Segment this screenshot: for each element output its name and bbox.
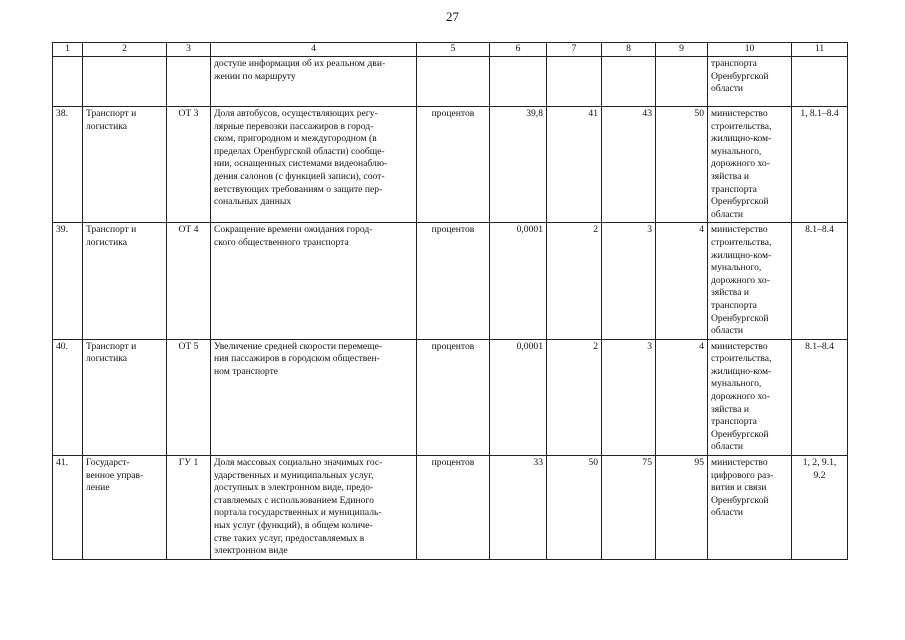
responsible-line: Оренбургской <box>711 494 769 506</box>
responsible-line: дорожного хо- <box>711 158 770 170</box>
column-header: 1 <box>53 43 83 57</box>
responsible-line: мунального, <box>711 145 762 157</box>
cell-base <box>490 57 547 107</box>
responsible-line: строительства, <box>711 120 772 132</box>
description-line: стве таких услуг, предоставляемых в <box>214 532 365 544</box>
description-line: ского общественного транспорта <box>214 236 349 248</box>
responsible-line: министерство <box>711 457 768 469</box>
description-line: жении по маршруту <box>214 70 296 82</box>
table-row <box>53 107 848 223</box>
description-line: ния пассажиров в городском обществен- <box>214 353 380 365</box>
cell-ref <box>792 57 848 107</box>
responsible-line: Оренбургской <box>711 196 769 208</box>
ref-line: 1, 2, 9.1, <box>802 457 837 469</box>
description-line: ных услуг (функций), в общем количе- <box>214 520 373 531</box>
sector-line: логистика <box>86 353 128 365</box>
cell-unit: процентов <box>417 339 490 455</box>
cell-v3: 50 <box>656 107 708 223</box>
cell-num: 39. <box>53 223 83 339</box>
responsible-line: области <box>711 507 744 519</box>
description-line: нии, оснащенных системами видеонаблю- <box>214 158 388 170</box>
cell-code: ОТ 5 <box>167 339 211 455</box>
cell-ref <box>792 456 848 560</box>
description-line: доступе информация об их реальном дви- <box>214 58 386 69</box>
cell-num: 40. <box>53 339 83 455</box>
cell-v2 <box>602 57 656 107</box>
cell-ref <box>792 339 848 455</box>
column-header: 10 <box>708 43 792 57</box>
cell-responsible <box>708 223 792 339</box>
cell-code: ОТ 3 <box>167 107 211 223</box>
responsible-line: области <box>711 83 744 95</box>
indicators-table <box>52 42 848 560</box>
cell-responsible <box>708 456 792 560</box>
description-line: ветствующих требованиям о защите пер- <box>214 183 383 195</box>
cell-base: 39,8 <box>490 107 547 223</box>
cell-v1: 2 <box>547 339 602 455</box>
description-line: пределах Оренбургской области) сообще- <box>214 145 385 157</box>
table-row <box>53 339 848 455</box>
cell-responsible <box>708 57 792 107</box>
sector-line: логистика <box>86 236 128 248</box>
cell-base: 33 <box>490 456 547 560</box>
cell-v1: 41 <box>547 107 602 223</box>
responsible-line: жилищно-ком- <box>711 249 772 261</box>
cell-sector <box>83 223 167 339</box>
description-line: электронном виде <box>214 545 288 557</box>
responsible-line: транспорта <box>711 299 757 311</box>
sector-line: Государст- <box>86 457 130 469</box>
cell-description <box>211 456 417 560</box>
responsible-line: мунального, <box>711 378 762 390</box>
column-header: 6 <box>490 43 547 57</box>
responsible-line: зяйства и <box>711 287 749 299</box>
responsible-line: зяйства и <box>711 403 749 415</box>
responsible-line: вития и связи <box>711 482 767 494</box>
responsible-line: цифрового раз- <box>711 469 774 481</box>
cell-v3 <box>656 57 708 107</box>
column-header: 4 <box>211 43 417 57</box>
cell-responsible <box>708 339 792 455</box>
responsible-line: транспорта <box>711 58 757 69</box>
responsible-line: жилищно-ком- <box>711 365 772 377</box>
responsible-line: жилищно-ком- <box>711 133 772 145</box>
ref-line: 8.1–8.4 <box>805 340 834 352</box>
cell-v2: 3 <box>602 339 656 455</box>
description-line: лярные перевозки пассажиров в город- <box>214 120 374 132</box>
column-header: 3 <box>167 43 211 57</box>
description-line: Увеличение средней скорости перемеще- <box>214 340 383 352</box>
page-number: 27 <box>446 9 459 24</box>
cell-num <box>53 57 83 107</box>
cell-v3: 4 <box>656 339 708 455</box>
column-number-row <box>53 43 848 57</box>
cell-unit: процентов <box>417 107 490 223</box>
table-row <box>53 223 848 339</box>
cell-description <box>211 339 417 455</box>
column-header: 9 <box>656 43 708 57</box>
cell-unit <box>417 57 490 107</box>
responsible-line: министерство <box>711 224 768 236</box>
description-line: Доля автобусов, осуществляющих регу- <box>214 108 378 119</box>
responsible-line: министерство <box>711 340 768 352</box>
cell-code: ОТ 4 <box>167 223 211 339</box>
cell-num: 38. <box>53 107 83 223</box>
cell-num: 41. <box>53 456 83 560</box>
cell-v3: 95 <box>656 456 708 560</box>
cell-v2: 3 <box>602 223 656 339</box>
cell-sector <box>83 456 167 560</box>
cell-sector <box>83 339 167 455</box>
cell-v1: 2 <box>547 223 602 339</box>
responsible-line: строительства, <box>711 236 772 248</box>
cell-unit: процентов <box>417 456 490 560</box>
cell-ref <box>792 223 848 339</box>
column-header: 5 <box>417 43 490 57</box>
description-line: ном транспорте <box>214 365 279 377</box>
table-row <box>53 456 848 560</box>
continuation-row <box>53 57 848 107</box>
ref-line: 1, 8.1–8.4 <box>800 108 839 119</box>
description-line: доступных в электронном виде, предо- <box>214 482 374 494</box>
responsible-line: мунального, <box>711 262 762 274</box>
ref-line: 8.1–8.4 <box>805 224 834 236</box>
cell-base: 0,0001 <box>490 339 547 455</box>
responsible-line: Оренбургской <box>711 70 769 82</box>
cell-unit: процентов <box>417 223 490 339</box>
cell-v1 <box>547 57 602 107</box>
sector-line: венное управ- <box>86 469 144 481</box>
column-header: 8 <box>602 43 656 57</box>
description-line: Сокращение времени ожидания город- <box>214 224 373 236</box>
description-line: дения салонов (с функцией записи), соот- <box>214 170 385 182</box>
cell-v2: 43 <box>602 107 656 223</box>
cell-sector <box>83 107 167 223</box>
description-line: портала государственных и муниципаль- <box>214 507 382 519</box>
cell-sector <box>83 57 167 107</box>
responsible-line: Оренбургской <box>711 428 769 440</box>
responsible-line: зяйства и <box>711 170 749 182</box>
sector-line: ление <box>86 482 110 494</box>
description-line: ударственных и муниципальных услуг, <box>214 469 374 481</box>
description-line: Доля массовых социально значимых гос- <box>214 457 383 469</box>
responsible-line: транспорта <box>711 183 757 195</box>
cell-v3: 4 <box>656 223 708 339</box>
cell-ref <box>792 107 848 223</box>
sector-line: логистика <box>86 120 128 132</box>
column-header: 2 <box>83 43 167 57</box>
cell-v1: 50 <box>547 456 602 560</box>
responsible-line: области <box>711 208 744 220</box>
cell-responsible <box>708 107 792 223</box>
responsible-line: области <box>711 441 744 453</box>
description-line: ском, пригородном и междугородном (в <box>214 133 377 145</box>
column-header: 11 <box>792 43 848 57</box>
cell-code <box>167 57 211 107</box>
sector-line: Транспорт и <box>86 224 137 236</box>
description-line: ставляемых с использованием Единого <box>214 494 374 506</box>
cell-description <box>211 107 417 223</box>
cell-description <box>211 57 417 107</box>
responsible-line: области <box>711 325 744 337</box>
responsible-line: дорожного хо- <box>711 274 770 286</box>
column-header: 7 <box>547 43 602 57</box>
cell-base: 0,0001 <box>490 223 547 339</box>
responsible-line: строительства, <box>711 353 772 365</box>
responsible-line: Оренбургской <box>711 312 769 324</box>
cell-code: ГУ 1 <box>167 456 211 560</box>
cell-description <box>211 223 417 339</box>
cell-v2: 75 <box>602 456 656 560</box>
responsible-line: министерство <box>711 108 768 119</box>
responsible-line: дорожного хо- <box>711 391 770 403</box>
sector-line: Транспорт и <box>86 108 137 119</box>
sector-line: Транспорт и <box>86 340 137 352</box>
description-line: сональных данных <box>214 196 292 208</box>
ref-line: 9.2 <box>813 469 826 481</box>
responsible-line: транспорта <box>711 416 757 428</box>
